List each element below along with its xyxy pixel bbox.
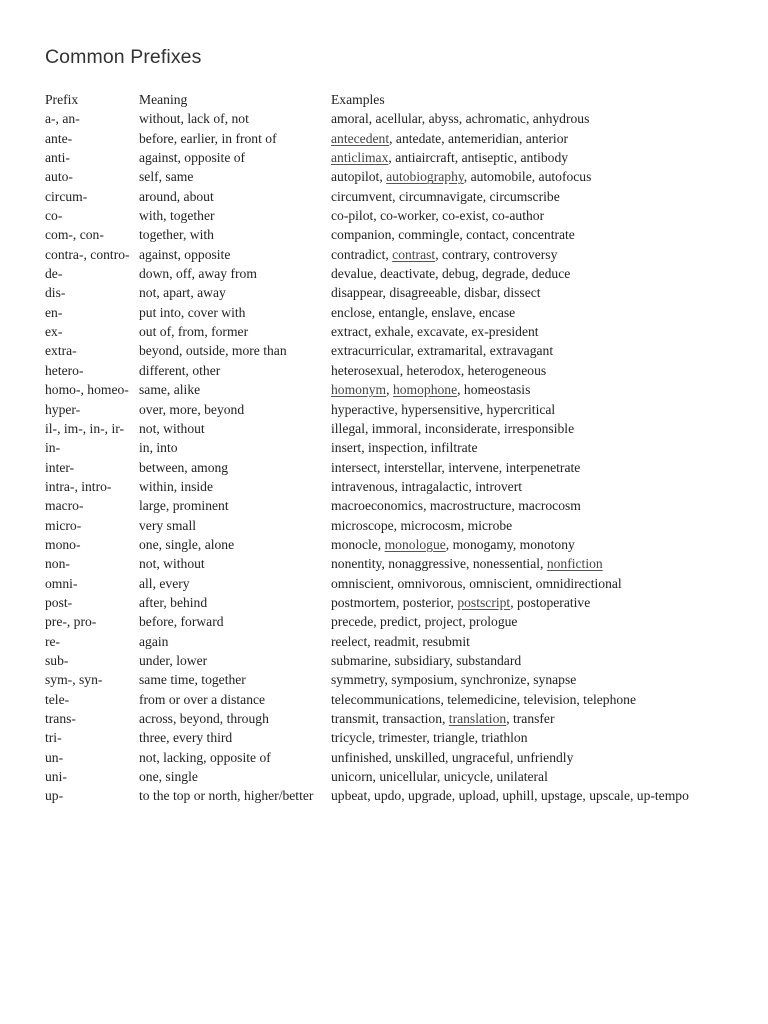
example-link[interactable]: monologue <box>384 536 446 552</box>
meaning-cell: not, apart, away <box>139 285 226 301</box>
prefix-cell: com-, con- <box>45 227 104 243</box>
meaning-cell: before, earlier, in front of <box>139 130 277 146</box>
meaning-cell: with, together <box>139 208 215 224</box>
examples-cell <box>331 496 735 515</box>
table-row <box>45 361 735 380</box>
example-text: , monogamy, monotony <box>445 536 575 552</box>
table-row <box>45 400 735 419</box>
example-text: , <box>386 382 393 398</box>
examples-cell <box>331 516 735 535</box>
example-link[interactable]: contrast <box>392 246 436 262</box>
prefix-cell: trans- <box>45 711 76 726</box>
meaning-cell: same time, together <box>139 672 246 688</box>
example-text: disappear, disagreeable, disbar, dissect <box>331 285 541 301</box>
examples-cell <box>331 283 735 302</box>
header-prefix: Prefix <box>45 92 79 107</box>
examples-cell <box>331 245 735 264</box>
prefix-cell: mono- <box>45 536 81 552</box>
example-text: monocle, <box>331 536 385 552</box>
example-text: postmortem, posterior, <box>331 594 458 610</box>
prefix-cell: sym-, syn- <box>45 672 103 688</box>
table-row <box>45 574 735 593</box>
prefix-cell: il-, im-, in-, ir- <box>45 420 125 436</box>
examples-cell <box>331 206 735 225</box>
table-row <box>45 438 735 457</box>
meaning-cell: from or over a distance <box>139 691 266 707</box>
examples-cell <box>331 651 735 670</box>
table-row <box>45 322 735 341</box>
example-text: co-pilot, co-worker, co-exist, co-author <box>331 208 545 224</box>
prefix-cell: de- <box>45 266 63 282</box>
table-row <box>45 303 735 322</box>
meaning-cell: all, every <box>139 575 190 591</box>
example-link[interactable]: antecedent <box>331 130 390 146</box>
page-title: Common Prefixes <box>45 46 202 68</box>
table-row <box>45 245 735 264</box>
prefix-cell: ante- <box>45 130 73 146</box>
example-text: illegal, immoral, inconsiderate, irresponsible <box>331 420 575 436</box>
prefix-cell: post- <box>45 594 73 610</box>
table-row <box>45 477 735 496</box>
examples-cell <box>331 767 735 786</box>
meaning-cell: very small <box>139 517 197 533</box>
examples-cell <box>331 748 735 767</box>
example-text: intersect, interstellar, intervene, interpenetrate <box>331 459 581 475</box>
examples-cell <box>331 728 735 747</box>
examples-cell <box>331 709 735 728</box>
meaning-cell: self, same <box>139 169 194 185</box>
examples-cell <box>331 786 735 805</box>
examples-cell <box>331 593 735 612</box>
meaning-cell: before, forward <box>139 614 224 630</box>
example-link[interactable]: postscript <box>457 594 511 610</box>
example-text: amoral, acellular, abyss, achromatic, anhydrous <box>331 111 590 127</box>
table-row <box>45 380 735 399</box>
table-row <box>45 109 735 128</box>
examples-cell <box>331 632 735 651</box>
example-link[interactable]: autobiography <box>386 169 464 185</box>
meaning-cell: across, beyond, through <box>139 711 269 726</box>
table-header <box>45 90 735 109</box>
examples-cell <box>331 419 735 438</box>
meaning-cell: not, without <box>139 556 205 572</box>
example-link[interactable]: anticlimax <box>331 150 389 166</box>
prefix-cell: non- <box>45 556 70 572</box>
table-row <box>45 496 735 515</box>
prefix-cell: in- <box>45 440 61 456</box>
header-meaning: Meaning <box>139 92 188 107</box>
meaning-cell: against, opposite of <box>139 150 246 166</box>
example-text: reelect, readmit, resubmit <box>331 633 470 649</box>
meaning-cell: against, opposite <box>139 246 231 262</box>
example-text: , antiaircraft, antiseptic, antibody <box>388 150 569 166</box>
table-row <box>45 748 735 767</box>
table-row <box>45 516 735 535</box>
examples-cell <box>331 264 735 283</box>
meaning-cell: one, single, alone <box>139 536 235 552</box>
meaning-cell: under, lower <box>139 652 208 668</box>
prefix-cell: up- <box>45 788 64 804</box>
table-row <box>45 670 735 689</box>
example-text: , contrary, controversy <box>435 246 558 262</box>
meaning-cell: after, behind <box>139 594 208 610</box>
example-link[interactable]: homonym <box>331 382 387 398</box>
table-row <box>45 225 735 244</box>
examples-cell <box>331 380 735 399</box>
meaning-cell: between, among <box>139 459 229 475</box>
header-examples: Examples <box>331 92 385 107</box>
examples-cell <box>331 690 735 709</box>
table-row <box>45 264 735 283</box>
example-text: , postoperative <box>510 594 591 610</box>
table-row <box>45 129 735 148</box>
prefix-cell: dis- <box>45 285 66 301</box>
example-text: companion, commingle, contact, concentrate <box>331 227 575 243</box>
examples-cell <box>331 167 735 186</box>
prefix-cell: un- <box>45 749 64 765</box>
examples-cell <box>331 361 735 380</box>
meaning-cell: beyond, outside, more than <box>139 343 287 359</box>
table-row <box>45 767 735 786</box>
meaning-cell: within, inside <box>139 478 214 494</box>
table-row <box>45 187 735 206</box>
table-row <box>45 612 735 631</box>
meaning-cell: out of, from, former <box>139 324 249 340</box>
examples-cell <box>331 574 735 593</box>
meaning-cell: to the top or north, higher/better <box>139 788 314 804</box>
meaning-cell: not, lacking, opposite of <box>139 749 271 765</box>
examples-cell <box>331 400 735 419</box>
prefix-cell: auto- <box>45 169 73 185</box>
meaning-cell: around, about <box>139 188 214 204</box>
prefix-cell: pre-, pro- <box>45 614 97 630</box>
examples-cell <box>331 535 735 554</box>
table-row <box>45 593 735 612</box>
table-row <box>45 419 735 438</box>
example-text: autopilot, <box>331 169 387 185</box>
meaning-cell: down, off, away from <box>139 266 257 282</box>
meaning-cell: large, prominent <box>139 498 229 514</box>
prefix-cell: homo-, homeo- <box>45 382 129 398</box>
example-link[interactable]: translation <box>448 711 507 726</box>
examples-cell <box>331 303 735 322</box>
table-row <box>45 535 735 554</box>
table-row <box>45 148 735 167</box>
prefix-cell: extra- <box>45 343 77 359</box>
examples-cell <box>331 341 735 360</box>
prefix-cell: micro- <box>45 517 82 533</box>
meaning-cell: put into, cover with <box>139 304 246 320</box>
example-text: hyperactive, hypersensitive, hypercritical <box>331 401 556 417</box>
example-text: , homeostasis <box>457 382 531 398</box>
table-row <box>45 341 735 360</box>
table-row <box>45 206 735 225</box>
example-text: precede, predict, project, prologue <box>331 614 518 630</box>
example-text: omniscient, omnivorous, omniscient, omnidirectional <box>331 575 622 591</box>
table-row <box>45 283 735 302</box>
table-body <box>45 109 735 805</box>
examples-cell <box>331 612 735 631</box>
example-text: tricycle, trimester, triangle, triathlon <box>331 730 528 746</box>
example-text: , automobile, autofocus <box>463 169 592 185</box>
example-text: , antedate, antemeridian, anterior <box>389 130 569 146</box>
example-text: enclose, entangle, enslave, encase <box>331 304 516 320</box>
prefix-cell: re- <box>45 633 61 649</box>
example-text: , transfer <box>506 711 555 726</box>
example-text: devalue, deactivate, debug, degrade, deduce <box>331 266 571 282</box>
examples-cell <box>331 148 735 167</box>
prefix-cell: a-, an- <box>45 111 80 127</box>
examples-cell <box>331 225 735 244</box>
prefix-cell: tele- <box>45 691 70 707</box>
table-row <box>45 709 735 728</box>
examples-cell <box>331 554 735 573</box>
prefix-cell: uni- <box>45 769 67 785</box>
prefix-cell: inter- <box>45 459 75 475</box>
meaning-cell: same, alike <box>139 382 201 398</box>
example-text: telecommunications, telemedicine, television, telephone <box>331 691 637 707</box>
table-row <box>45 167 735 186</box>
prefix-cell: anti- <box>45 150 70 166</box>
table-row <box>45 651 735 670</box>
table-row <box>45 728 735 747</box>
examples-cell <box>331 109 735 128</box>
example-text: macroeconomics, macrostructure, macrocosm <box>331 498 581 514</box>
example-text: unfinished, unskilled, ungraceful, unfriendly <box>331 749 574 765</box>
prefix-cell: contra-, contro- <box>45 246 130 262</box>
example-link[interactable]: homophone <box>392 382 458 398</box>
meaning-cell: one, single <box>139 769 198 785</box>
table-row <box>45 786 735 805</box>
prefix-cell: hetero- <box>45 362 84 378</box>
example-text: contradict, <box>331 246 393 262</box>
examples-cell <box>331 322 735 341</box>
example-link[interactable]: nonfiction <box>546 556 603 572</box>
example-text: microscope, microcosm, microbe <box>331 517 513 533</box>
meaning-cell: not, without <box>139 420 205 436</box>
prefix-cell: circum- <box>45 188 88 204</box>
meaning-cell: different, other <box>139 362 221 378</box>
prefix-cell: omni- <box>45 575 78 591</box>
example-text: transmit, transaction, <box>331 711 449 726</box>
prefix-cell: ex- <box>45 324 63 340</box>
examples-cell <box>331 438 735 457</box>
prefix-cell: tri- <box>45 730 62 746</box>
prefix-table <box>45 90 735 806</box>
table-row <box>45 632 735 651</box>
table-row <box>45 554 735 573</box>
example-text: symmetry, symposium, synchronize, synapse <box>331 672 577 688</box>
example-text: extracurricular, extramarital, extravagant <box>331 343 554 359</box>
table-row <box>45 690 735 709</box>
prefix-cell: hyper- <box>45 401 81 417</box>
prefix-cell: sub- <box>45 652 69 668</box>
example-text: unicorn, unicellular, unicycle, unilateral <box>331 769 548 785</box>
example-text: circumvent, circumnavigate, circumscribe <box>331 188 560 204</box>
prefix-cell: en- <box>45 304 63 320</box>
prefix-cell: intra-, intro- <box>45 478 112 494</box>
table-row <box>45 458 735 477</box>
examples-cell <box>331 187 735 206</box>
examples-cell <box>331 477 735 496</box>
meaning-cell: three, every third <box>139 730 233 746</box>
meaning-cell: over, more, beyond <box>139 401 245 417</box>
example-text: insert, inspection, infiltrate <box>331 440 478 456</box>
example-text: nonentity, nonaggressive, nonessential, <box>331 556 547 572</box>
meaning-cell: in, into <box>139 440 178 456</box>
meaning-cell: without, lack of, not <box>139 111 249 127</box>
example-text: extract, exhale, excavate, ex-president <box>331 324 539 340</box>
prefix-cell: co- <box>45 208 63 224</box>
example-text: heterosexual, heterodox, heterogeneous <box>331 362 547 378</box>
meaning-cell: again <box>139 633 169 649</box>
example-text: upbeat, updo, upgrade, upload, uphill, upstage, upscale, up-tempo <box>331 788 689 804</box>
examples-cell <box>331 670 735 689</box>
example-text: submarine, subsidiary, substandard <box>331 652 522 668</box>
meaning-cell: together, with <box>139 227 214 243</box>
examples-cell <box>331 458 735 477</box>
examples-cell <box>331 129 735 148</box>
prefix-cell: macro- <box>45 498 84 514</box>
example-text: intravenous, intragalactic, introvert <box>331 478 522 494</box>
